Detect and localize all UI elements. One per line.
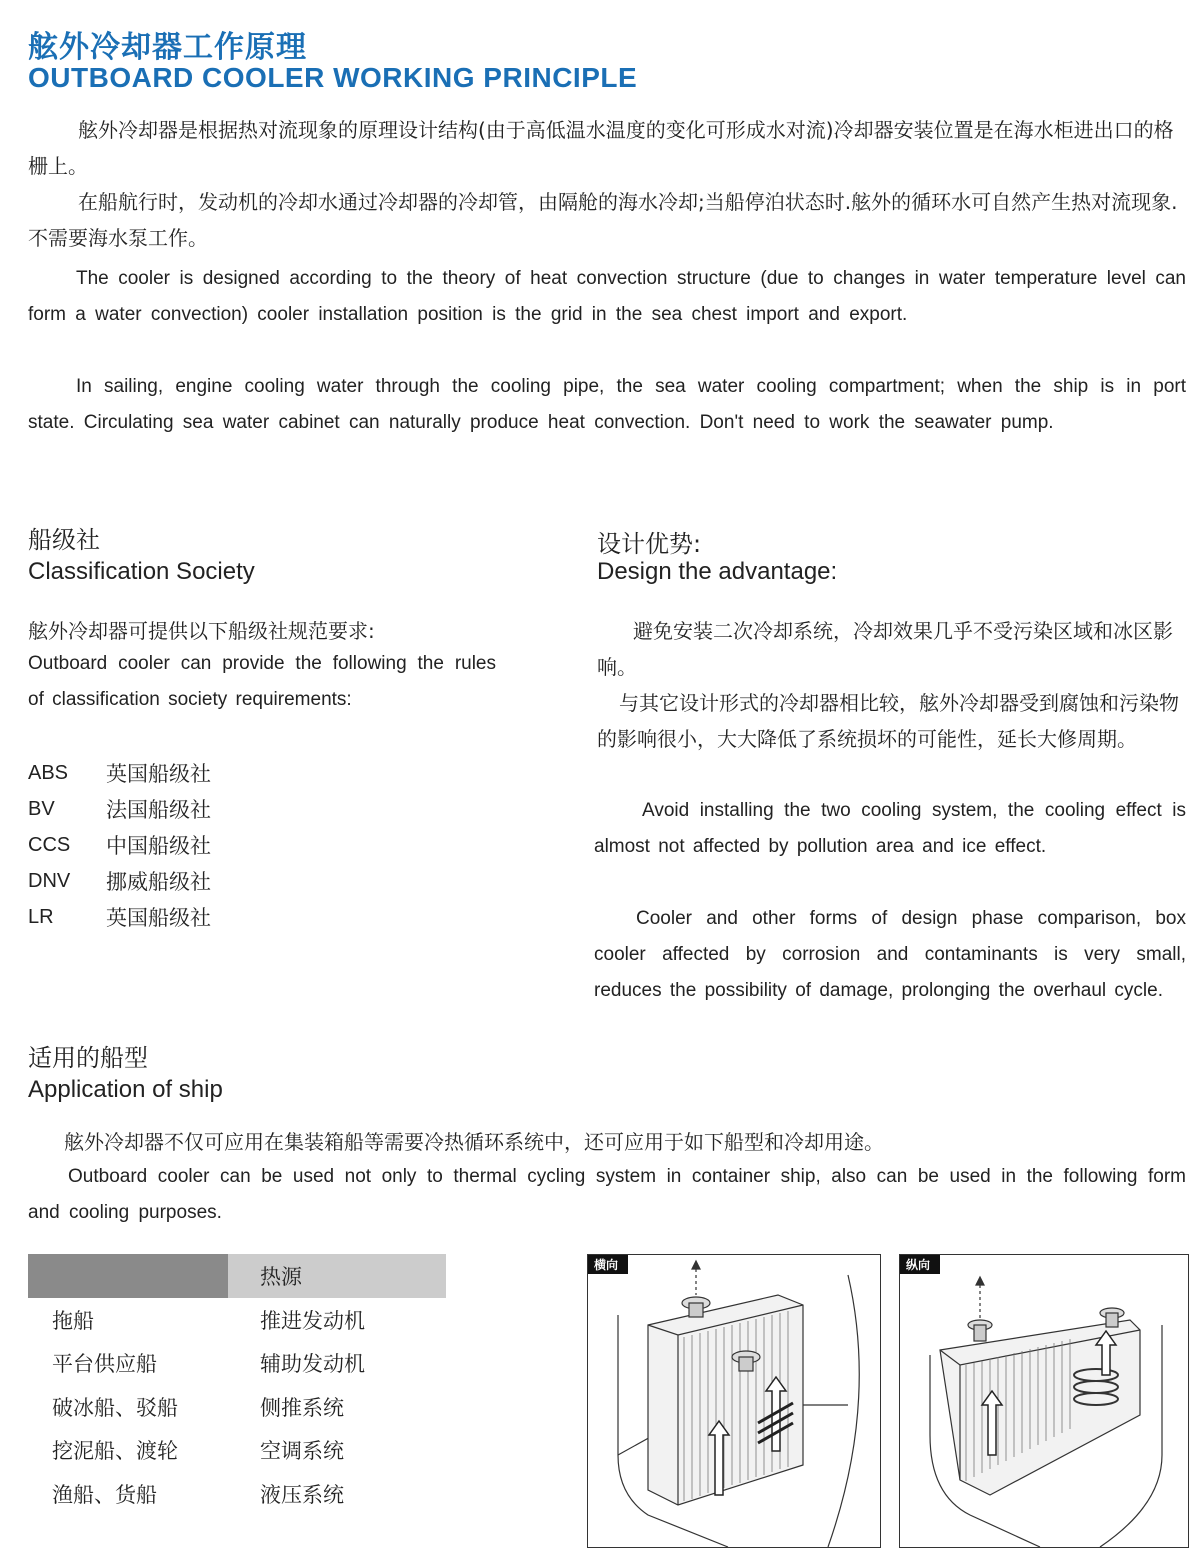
society-row xyxy=(28,863,328,899)
intro-en-paragraph-1: The cooler is designed according to the theory of heat convection structure (due to changes in water temperature level can form a water convection) cooler installation position is the grid in the sea chest import and export. xyxy=(28,268,1186,325)
longitudinal-diagram-label: 纵向 xyxy=(900,1255,940,1274)
transverse-cooler-illustration xyxy=(588,1255,880,1547)
heat-source-cell: 推进发动机 xyxy=(260,1308,365,1333)
ship-type-table xyxy=(28,1254,446,1516)
society-name: 英国船级社 xyxy=(106,762,211,786)
classification-desc-en: Outboard cooler can provide the following the rules of classification society requirements: xyxy=(28,653,496,710)
society-code: BV xyxy=(28,797,55,820)
ship-type-cell: 挖泥船、渡轮 xyxy=(52,1439,178,1464)
table-row xyxy=(28,1385,446,1429)
table-row xyxy=(28,1429,446,1473)
page-title-cn: 舷外冷却器工作原理 xyxy=(28,30,307,65)
table-header-cell-heat-source: 热源 xyxy=(228,1254,446,1298)
ship-type-cell: 平台供应船 xyxy=(52,1352,157,1377)
application-cn-paragraph: 舷外冷却器不仅可应用在集装箱船等需要冷热循环系统中，还可应用于如下船型和冷却用途。 xyxy=(64,1130,884,1154)
society-name: 法国船级社 xyxy=(106,798,211,822)
intro-cn-paragraph-2: 在船航行时，发动机的冷却水通过冷却器的冷却管，由隔舱的海水冷却;当船停泊状态时.舷外的循环水可自然产生热对流现象.不需要海水泵工作。 xyxy=(28,190,1178,250)
heat-source-cell: 空调系统 xyxy=(260,1439,344,1464)
society-name: 中国船级社 xyxy=(106,834,211,858)
application-heading-cn: 适用的船型 xyxy=(28,1044,148,1072)
table-header xyxy=(28,1254,446,1298)
society-name: 英国船级社 xyxy=(106,906,211,930)
page-title-en: OUTBOARD COOLER WORKING PRINCIPLE xyxy=(28,62,638,93)
advantage-cn-paragraph-1: 避免安装二次冷却系统，冷却效果几乎不受污染区域和冰区影响。 xyxy=(597,619,1173,679)
society-row xyxy=(28,899,328,935)
society-row xyxy=(28,755,328,791)
transverse-cooler-diagram xyxy=(587,1254,881,1548)
advantage-en-paragraph-1: Avoid installing the two cooling system, the cooling effect is almost not affected by pollution area and ice effect. xyxy=(594,800,1186,857)
classification-heading-en: Classification Society xyxy=(28,558,255,585)
classification-desc-cn: 舷外冷却器可提供以下船级社规范要求: xyxy=(28,619,375,643)
table-row xyxy=(28,1472,446,1516)
ship-type-cell: 破冰船、驳船 xyxy=(52,1395,178,1420)
advantage-heading-en: Design the advantage: xyxy=(597,558,838,585)
society-code: LR xyxy=(28,905,54,928)
heat-source-cell: 侧推系统 xyxy=(260,1395,344,1420)
table-row xyxy=(28,1342,446,1386)
society-row xyxy=(28,791,328,827)
application-heading-en: Application of ship xyxy=(28,1076,223,1103)
society-code: ABS xyxy=(28,761,69,784)
intro-cn-paragraph-1: 舷外冷却器是根据热对流现象的原理设计结构(由于高低温水温度的变化可形成水对流)冷却器安装位置是在海水柜进出口的格栅上。 xyxy=(28,118,1174,178)
society-row xyxy=(28,827,328,863)
society-code: DNV xyxy=(28,869,71,892)
transverse-diagram-label: 横向 xyxy=(588,1255,628,1274)
heat-source-cell: 液压系统 xyxy=(260,1482,344,1507)
ship-type-cell: 拖船 xyxy=(52,1308,94,1333)
advantage-cn-paragraph-2: 与其它设计形式的冷却器相比较，舷外冷却器受到腐蚀和污染物的影响很小，大大降低了系统损坏的可能性，延长大修周期。 xyxy=(597,691,1179,751)
table-header-cell-ship xyxy=(28,1254,228,1298)
advantage-en-paragraph-2: Cooler and other forms of design phase comparison, box cooler affected by corrosion and contaminants is very small, reduces the possibility of damage, prolonging the overhaul cycle. xyxy=(594,908,1186,1001)
intro-en-paragraph-2: In sailing, engine cooling water through the cooling pipe, the sea water cooling compartment; when the ship is in port state. Circulating sea water cabinet can naturally produce heat convection. Don't need to work the seawater pump. xyxy=(28,376,1186,433)
society-code: CCS xyxy=(28,833,71,856)
ship-type-cell: 渔船、货船 xyxy=(52,1482,157,1507)
society-name: 挪威船级社 xyxy=(106,870,211,894)
longitudinal-cooler-diagram xyxy=(899,1254,1189,1548)
advantage-heading-cn: 设计优势: xyxy=(597,530,702,558)
society-list xyxy=(28,755,328,935)
table-row xyxy=(28,1298,446,1342)
application-en-paragraph: Outboard cooler can be used not only to thermal cycling system in container ship, also can be used in the following form and cooling purposes. xyxy=(28,1166,1186,1223)
longitudinal-cooler-illustration xyxy=(900,1255,1188,1547)
classification-heading-cn: 船级社 xyxy=(28,526,100,554)
heat-source-cell: 辅助发动机 xyxy=(260,1352,365,1377)
